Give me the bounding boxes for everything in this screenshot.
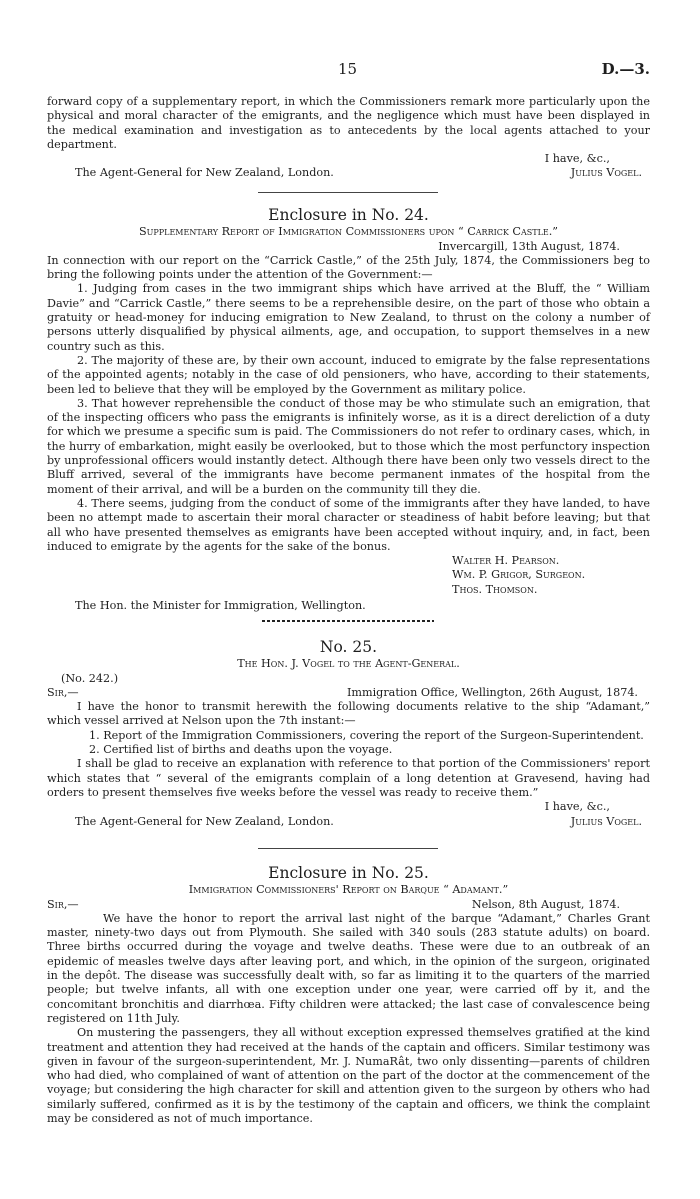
enclosure-25 — [47, 866, 650, 1126]
letter-25-item-2: 2. Certified list of births and deaths upon the voyage. — [89, 743, 393, 757]
enclosure-25-dateline: Nelson, 8th August, 1874. — [471, 897, 620, 911]
letter-25-number: (No. 242.) — [61, 671, 119, 685]
enclosure-24-intro: In connection with our report on the “Carrick Castle,” of the 25th July, 1874, the Commissioners beg to bring the following points under the attention of the Government:— — [47, 253, 650, 282]
enclosure-24-point-2: 2. The majority of these are, by their own account, induced to emigrate by the false representations of the appointed agents; notably in the case of old pensioners, who have, according to their statements, been led to believe that they will be employed by the Government as military police. — [47, 353, 650, 396]
enclosure-25-salutation: Sir,— — [47, 897, 79, 911]
letter-25 — [47, 640, 650, 829]
top-section — [47, 95, 650, 181]
signatory-thomson: Thos. Thomson. — [452, 582, 538, 596]
signatory-pearson: Walter H. Pearson. — [452, 554, 560, 568]
letter-25-paragraph-1: I have the honor to transmit herewith the following documents relative to the ship “Adamant,” which vessel arrived at Nelson upon the 7th instant:— — [47, 700, 650, 728]
letter-25-subtitle: The Hon. J. Vogel to the Agent-General. — [237, 657, 460, 671]
top-signature: Julius Vogel. — [570, 166, 642, 180]
top-closing: I have, &c., — [544, 152, 610, 166]
signatory-grigor: Wm. P. Grigor, Surgeon. — [452, 568, 586, 582]
letter-25-title: No. 25. — [319, 638, 378, 656]
enclosure-25-paragraph-2: On mustering the passengers, they all without exception expressed themselves gratified at the kind treatment and attention they had received at the hands of the captain and officers. Similar testimony was given in favour of the surgeon-superintendent, Mr. J. NumaRât, two only dissenting—parents of children who had died, who complained of want of attention on the part of the doctor at the commencement of the voyage; but considering the high character for skill and attention given to the surgeon by others who had similarly suffered, confirmed as it is by the testimony of the captain and officers, we think the complaint may be considered as not of much importance. — [47, 1026, 650, 1126]
enclosure-24-dateline: Invercargill, 13th August, 1874. — [438, 239, 620, 253]
page-number: 15 — [338, 60, 358, 78]
letter-25-item-1: 1. Report of the Immigration Commissioners, covering the report of the Surgeon-Superintendent. — [89, 728, 644, 742]
enclosure-24-title: Enclosure in No. 24. — [268, 206, 429, 224]
enclosure-24-subtitle: Supplementary Report of Immigration Commissioners upon “ Carrick Castle.” — [138, 225, 558, 239]
enclosure-25-paragraph-1: We have the honor to report the arrival last night of the barque “Adamant,” Charles Grant master, ninety-two days out from Plymouth. She sailed with 340 souls (283 statute adults) on board. Three births occurred during the voyage and twelve deaths. These were due to an outbreak of an epidemic of measles twelve days after leaving port, and which, in the opinion of the surgeon, originated in the depôt. The disease was successfully dealt with, so far as limiting it to the quarters of the married people; but twelve infants, all with one exception under one year, were carried off by it, and the concomitant bronchitis and diarrhœa. Fifty children were attacked; the last case of convalescence being registered on 11th July. — [47, 911, 650, 1025]
enclosure-24-point-3: 3. That however reprehensible the conduct of those may be who stimulate such an emigration, that of the inspecting officers who pass the emigrants is infinitely worse, as it is a direct dereliction of a duty for which we presume a specific sum is paid. The Commissioners do not refer to ordinary cases, which, in the hurry of embarkation, might easily be overlooked, but to those which the most perfunctory inspection by unprofessional officers would instantly detect. Although there have been only two vessels direct to the Bluff arrived, several of the immigrants have become permanent inmates of the hospital from the moment of their arrival, and will be a burden on the community till they die. — [47, 396, 650, 496]
letter-25-salutation: Sir,— — [47, 685, 79, 699]
letter-25-addressee: The Agent-General for New Zealand, London. — [75, 814, 334, 828]
enclosure-24-point-4: 4. There seems, judging from the conduct of some of the immigrants after they have landed, to have been no attempt made to ascertain their moral character or steadiness of habit before leaving; but that all who have presented themselves as emigrants have been accepted without inquiry, and, in fact, been induced to emigrate by the agents for the sake of the bonus. — [47, 496, 650, 553]
enclosure-24-point-1: 1. Judging from cases in the two immigrant ships which have arrived at the Bluff, the “ William Davie” and “Carrick Castle,” there seems to be a reprehensible desire, on the part of those who obtain a gratuity or head-money for inducing emigration to New Zealand, to thrust on the colony a number of persons utterly disqualified by physical ailments, age, and occupation, to support themselves in a new country such as this. — [47, 282, 650, 353]
letter-25-closing: I have, &c., — [544, 800, 610, 814]
enclosure-24 — [47, 208, 650, 613]
letter-25-paragraph-2: I shall be glad to receive an explanation with reference to that portion of the Commissioners' report which states that “ several of the emigrants complain of a long detention at Gravesend, having had orders to present themselves five weeks before the vessel was ready to receive them.” — [47, 757, 650, 799]
letter-25-dateline: Immigration Office, Wellington, 26th August, 1874. — [346, 685, 638, 699]
section-divider — [258, 192, 438, 193]
section-divider-2 — [258, 848, 438, 849]
top-addressee: The Agent-General for New Zealand, London. — [75, 166, 334, 180]
letter-25-signature: Julius Vogel. — [570, 814, 642, 828]
enclosure-25-subtitle: Immigration Commissioners' Report on Barque “ Adamant.” — [188, 883, 509, 897]
top-paragraph: forward copy of a supplementary report, in which the Commissioners remark more particularly upon the physical and moral character of the emigrants, and the negligence which must have been displayed in the medical examination and investigation as to antecedents by the local agents attached to your department. — [47, 95, 650, 151]
enclosure-25-title: Enclosure in No. 25. — [268, 864, 429, 882]
dotted-divider — [262, 620, 434, 622]
enclosure-24-addressee: The Hon. the Minister for Immigration, Wellington. — [75, 599, 366, 613]
document-reference: D.—3. — [601, 60, 650, 78]
